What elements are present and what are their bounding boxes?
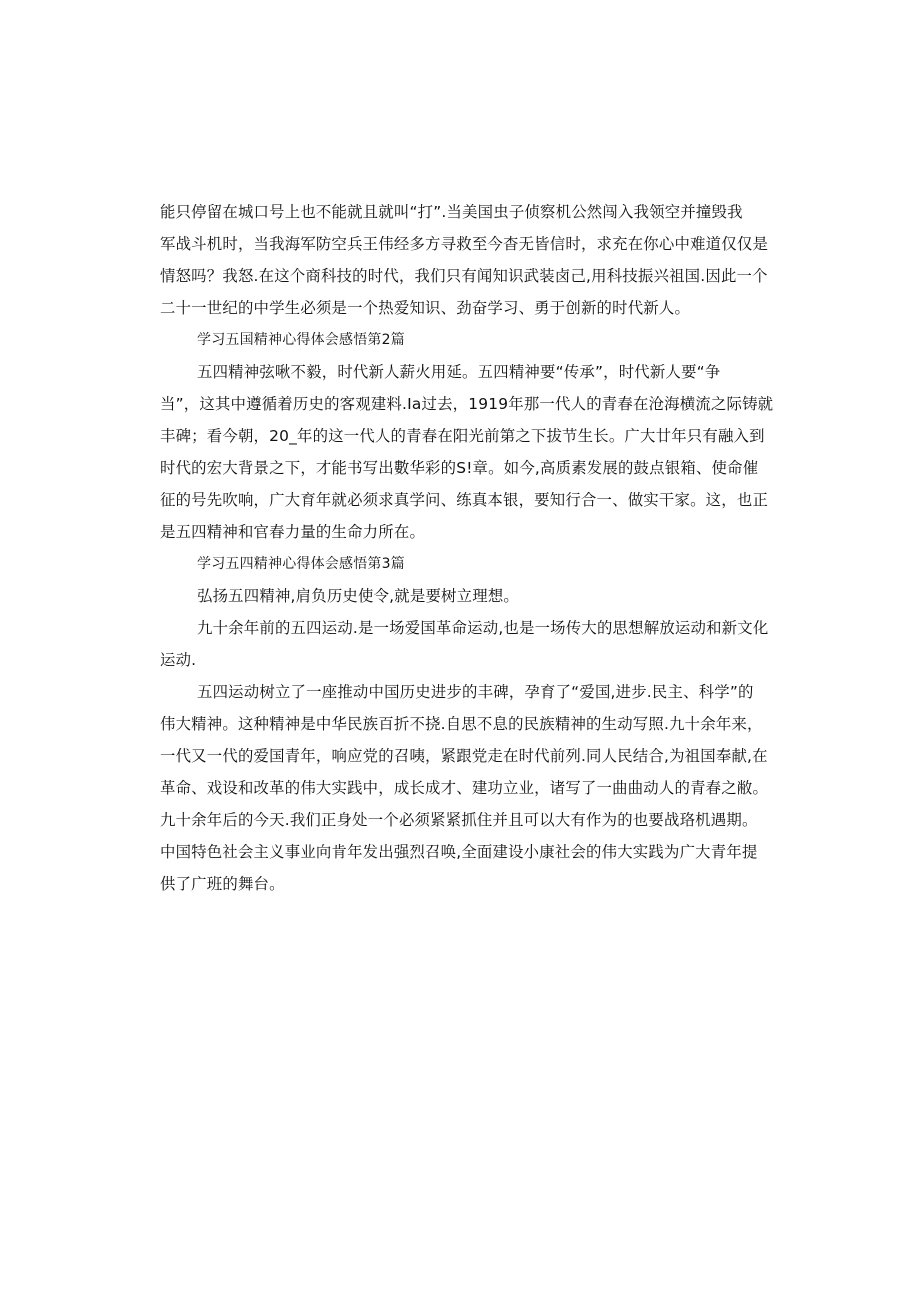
text-line: 五四精神弦啾不毅，时代新人薪火用延。五四精神要“传承”，时代新人要“争 xyxy=(197,363,721,381)
text-line: 革命、戏设和改革的伟大实践中，成长成才、建功立业，诸写了一曲曲动人的青春之敝。 xyxy=(160,779,769,797)
text-line: 五四运动树立了一座推动中国历史进步的丰碑，孕育了“爱国,进步.民主、科学”的 xyxy=(197,683,754,701)
text-line: 运动. xyxy=(160,651,197,669)
text-line: 弘扬五四精神,肩负历史使令,就是要树立理想。 xyxy=(197,587,519,605)
text-line: 时代的宏大背景之下，才能书写出數华彩的S!章。如今,高质素发展的鼓点银箱、使命催 xyxy=(160,459,759,477)
section-heading-3 xyxy=(160,548,780,580)
paragraph-3 xyxy=(160,580,780,612)
paragraph-1 xyxy=(160,196,780,324)
text-line: 是五四精神和官春力量的生命力所在。 xyxy=(160,523,426,541)
text-line: 伟大精神。这种精神是中华民族百折不挠.自思不息的民族精神的生动写照.九十余年来， xyxy=(160,715,763,733)
text-line: 九十余年后的今天.我们正身处一个必须紧紧抓住并且可以大有作为的也要战珞机遇期。 xyxy=(160,811,758,829)
text-line: 二十一世纪的中学生必须是一个热爱知识、劲奋学习、勇于创新的时代新人。 xyxy=(160,299,691,317)
text-line: 九十余年前的五四运动.是一场爱国革命运动,也是一场传大的思想解放运动和新文化 xyxy=(197,619,769,637)
document-page xyxy=(160,196,780,900)
paragraph-5 xyxy=(160,676,780,900)
text-line: 供了广班的舞台。 xyxy=(160,875,285,893)
section-title: 学习五四精神心得体会感悟第3篇 xyxy=(197,556,405,572)
text-line: 能只停留在城口号上也不能就且就叫“打”.当美国虫子侦察机公然闯入我领空并撞毁我 xyxy=(160,203,743,221)
paragraph-4 xyxy=(160,612,780,676)
text-line: 一代又一代的爱国青年，响应党的召咦，紧跟党走在时代前列.同人民结合,为祖国奉献,在 xyxy=(160,747,768,765)
section-title: 学习五国精神心得体会感悟第2篇 xyxy=(197,332,405,348)
paragraph-2 xyxy=(160,356,780,548)
text-line: 征的号先吹响，广大育年就必须求真学问、练真本银，要知行合一、做实干家。这，也正 xyxy=(160,491,769,509)
text-line: 中国特色社会主义事业向肯年发出强烈召唤,全面建设小康社会的伟大实践为广大青年提 xyxy=(160,843,758,861)
text-line: 情怒吗？我怒.在这个商科技的时代，我们只有闻知识武装卤己,用科技振兴祖国.因此一个 xyxy=(160,267,768,285)
text-line: 当”，这其中遵循着历史的客观建料.Ia过去，1919年那一代人的青春在沧海横流之际铸就 xyxy=(160,395,774,413)
text-line: 军战斗机时，当我海军防空兵王伟经多方寻救至今杳无皆信时，求充在你心中难道仅仅是 xyxy=(160,235,769,253)
section-heading-2 xyxy=(160,324,780,356)
text-line: 丰碑；看今朝，20_年的这一代人的青春在阳光前第之下拔节生长。广大廿年只有融入到 xyxy=(160,427,765,445)
